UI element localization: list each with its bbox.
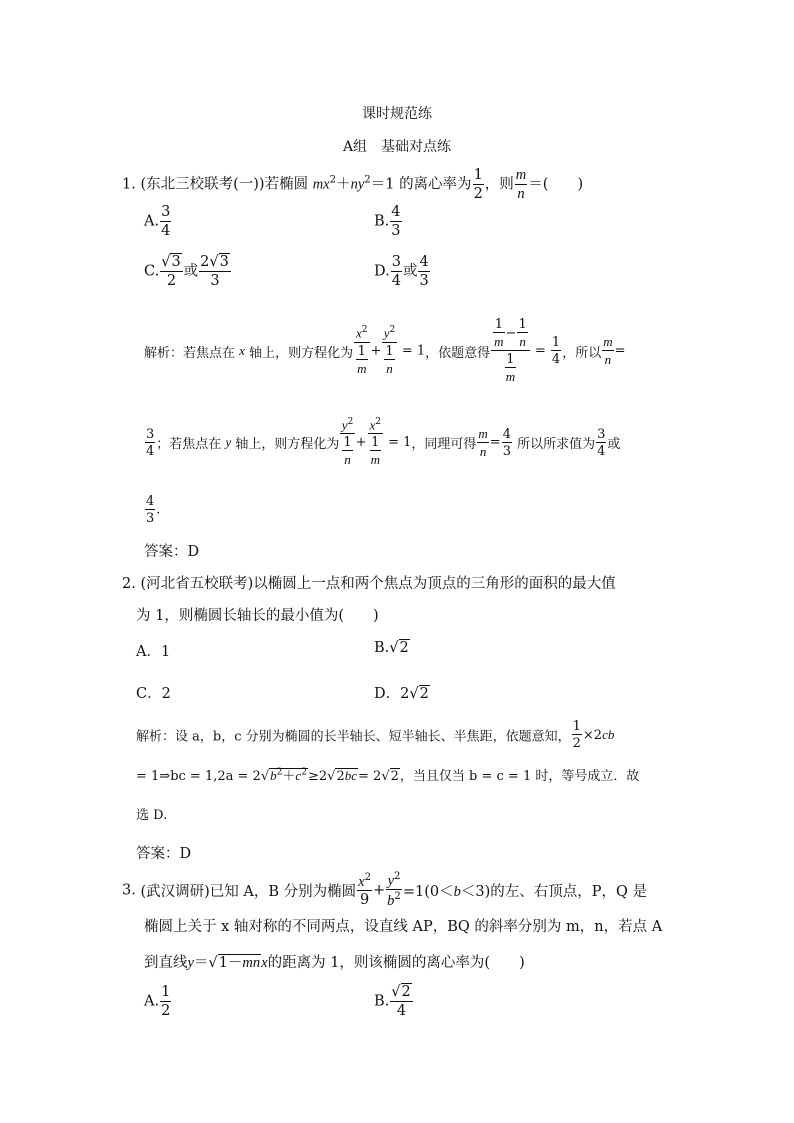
question-number: 1. [122,176,136,193]
question-3-line-3: 到直线y＝√1－mnx的距离为 1，则该椭圆的离心率为( ) [144,955,525,971]
q1-solution-line-1: 解析：若焦点在 x 轴上，则方程化为 $\frac{x^2}{\frac{1}{m}}$ + $\frac{y^2}{\frac{1}{n}}$ = 1，依题意得 $\frac{1}{m}$ − $\frac{1}{n}$ $\frac{1}{m}$ = $\frac{1}{4}$ ，所以 $\frac{m}{n}$ = [144,317,626,384]
option-c: C. $\frac{√3}{2}$ 或 $\frac{2√3}{3}$ [144,254,229,289]
page-title: 课时规范练 [362,106,432,122]
q2-option-c: C．2 [136,686,171,702]
q1-solution-line-2: $\frac{3}{4}$ ；若焦点在 y 轴上，则方程化为 $\frac{y^2}{\frac{1}{n}}$ + $\frac{x^2}{\frac{1}{m}}$ = 1，同理可得 $\frac{m}{n}$ = $\frac{4}{3}$ 所以所求值为 $\frac{3}{4}$ 或 [146,417,621,468]
q2-option-b: B.√2 [374,640,409,656]
question-3-line-1: 3. (武汉调研)已知 A，B 分别为椭圆 $\frac{x^2}{9}$ + $\frac{y^2}{b^2}$ =1(0＜b＜3)的左、右顶点，P，Q 是 [122,871,648,910]
question-1-stem: 1. (东北三校联考(一))若椭圆 $mx^2+ny^2=1$ 的离心率为 $\frac{1}{2}$ ，则 $\frac{m}{n}$ ＝( ) [122,167,584,202]
q2-answer: 答案：D [136,846,192,862]
option-d: D. $\frac{3}{4}$ 或 $\frac{4}{3}$ [374,254,429,289]
question-2-line-1: 2. (河北省五校联考)以椭圆上一点和两个焦点为顶点的三角形的面积的最大值 [122,576,616,592]
group-heading: A组 基础对点练 [342,139,452,155]
q2-solution-line-3: 选 D. [136,808,168,823]
q3-option-a: A. $\frac{1}{2}$ [144,984,171,1019]
question-3-line-2: 椭圆上关于 x 轴对称的不同两点，设直线 AP，BQ 的斜率分别为 m，n，若点 A [144,919,663,935]
question-2-line-2: 为 1，则椭圆长轴长的最小值为( ) [136,608,379,624]
option-b: B. $\frac{4}{3}$ [374,204,401,239]
option-a: A. $\frac{3}{4}$ [144,204,171,239]
q3-option-b: B. $\frac{√2}{4}$ [374,984,411,1019]
q1-answer: 答案：D [144,544,200,560]
q2-option-d: D．2√2 [374,686,429,702]
q1-solution-line-3: $\frac{4}{3}$ . [146,494,161,526]
question-source: (东北三校联考(一)) [140,176,265,193]
q2-solution-line-1: 解析：设 a，b，c 分别为椭圆的长半轴长、短半轴长、半焦距，依题意知， $\frac{1}{2}$ ×2cb [136,719,615,751]
q2-option-a: A．1 [136,644,171,660]
q2-solution-line-2: = 1⇒bc = $1,2a = 2√b^2+c^2\ge 2√2bc= 2√2$，当且仅当 b = c = 1 时，等号成立．故 [136,767,640,784]
